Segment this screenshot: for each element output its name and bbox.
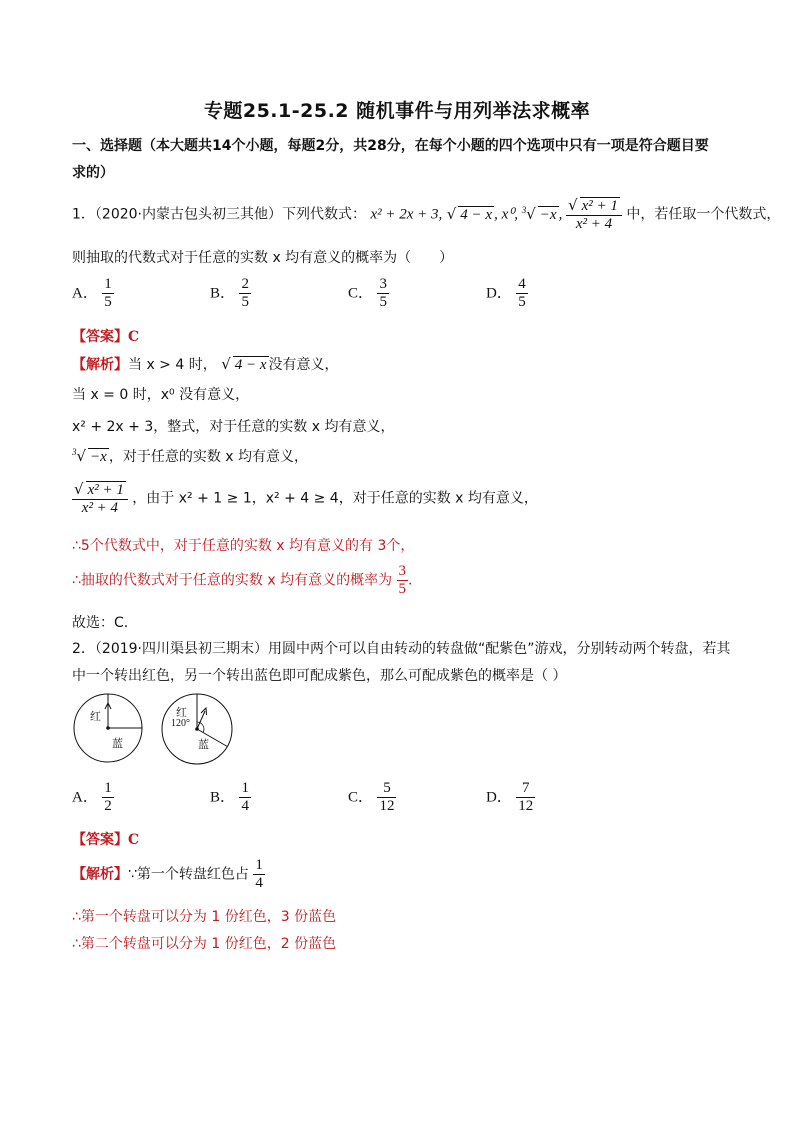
q1-stem-line1: 1．（2020·内蒙古包头初三其他）下列代数式： x² + 2x + 3, √ 4 − x , x⁰, $^3$√ −x , $\frac{\text{√ x² + 1}}{\text{x² + 4}}$ 中，若任取一个代数式， xyxy=(72,196,781,232)
spinner-2-blue-label: 蓝 xyxy=(198,738,209,751)
q2-analysis-line3: ∴第二个转盘可以分为 1 份红色，2 份蓝色 xyxy=(72,936,337,952)
q1-stem-line2: 则抽取的代数式对于任意的实数 x 均有意义的概率为（ ） xyxy=(72,250,454,266)
q1-expr1: x² + 2x + 3, xyxy=(370,206,443,223)
q1-analysis-line4: $^3$√ −x ，对于任意的实数 x 均有意义， xyxy=(72,447,309,465)
q1-option-b: B． $\frac{2}{5}$ xyxy=(210,276,249,310)
section-heading-line1: 一、选择题（本大题共14个小题，每题2分，共28分，在每个小题的四个选项中只有一项是符合题目要 xyxy=(72,138,709,154)
q2-analysis-line1: 【解析】∵第一个转盘红色占 $\frac{1}{4}$ xyxy=(72,857,263,891)
q1-answer: 【答案】C xyxy=(72,329,140,345)
q1-analysis-line8: 故选：C. xyxy=(72,615,129,631)
spinner-2-red-label: 红 xyxy=(176,706,187,719)
q1-analysis-line5: $\frac{\text{√ x² + 1}}{\text{x² + 4}}$ ，由于 x² + 1 ≥ 1，x² + 4 ≥ 4，对于任意的实数 x 均有意义， xyxy=(74,480,538,516)
q2-stem-line2: 中一个转出红色，另一个转出蓝色即可配成紫色，那么可配成紫色的概率是（ ） xyxy=(72,668,567,684)
q1-analysis-line3: x² + 2x + 3，整式，对于任意的实数 x 均有意义， xyxy=(72,419,395,435)
q1-stem-suffix: 中，若任取一个代数式， xyxy=(626,206,781,223)
q1-option-d: D． $\frac{4}{5}$ xyxy=(486,276,526,310)
spinner-1-diagram xyxy=(72,692,144,764)
q1-stem-prefix: 1．（2020·内蒙古包头初三其他）下列代数式： xyxy=(72,206,366,223)
q2-analysis-tag: 【解析】 xyxy=(72,866,128,883)
spinner-1-blue-label: 蓝 xyxy=(112,737,123,750)
q1-analysis-line2: 当 x = 0 时，x⁰ 没有意义， xyxy=(72,387,250,403)
spinner-2-angle-label: 120° xyxy=(171,718,190,729)
spinner-2 xyxy=(160,692,234,766)
q2-analysis-line2: ∴第一个转盘可以分为 1 份红色，3 份蓝色 xyxy=(72,909,337,925)
q2-stem-line1: 2．（2019·四川渠县初三期末）用圆中两个可以自由转动的转盘做“配紫色”游戏，分别转动两个转盘，若其 xyxy=(72,641,731,657)
q1-analysis-line6: ∴5个代数式中，对于任意的实数 x 均有意义的有 3个， xyxy=(72,538,415,554)
q1-analysis-line7: ∴抽取的代数式对于任意的实数 x 均有意义的概率为 $\frac{3}{5}$ . xyxy=(72,563,413,597)
spinner-1 xyxy=(72,692,144,764)
q1-expr4: $^3$√ −x xyxy=(521,204,557,223)
q1-expr3: , x⁰, xyxy=(494,206,522,223)
q1-analysis-line1: 【解析】当 x > 4 时， √ 4 − x 没有意义， xyxy=(72,355,339,373)
q2-option-a: A． $\frac{1}{2}$ xyxy=(72,780,112,814)
page-title: 专题25.1-25.2 随机事件与用列举法求概率 xyxy=(203,100,591,122)
q2-option-b: B． $\frac{1}{4}$ xyxy=(210,780,249,814)
q2-option-c: C． $\frac{5}{12}$ xyxy=(348,780,395,814)
q2-answer: 【答案】C xyxy=(72,832,140,848)
section-heading-line2: 求的） xyxy=(72,165,114,181)
q1-expr2: √ 4 − x xyxy=(446,204,493,223)
spinner-1-red-label: 红 xyxy=(90,710,101,723)
q1-expr5-fraction: $\frac{\text{√ x² + 1}}{\text{x² + 4}}$ xyxy=(566,196,622,233)
q2-option-d: D． $\frac{7}{12}$ xyxy=(486,780,534,814)
spinner-2-diagram xyxy=(160,692,234,766)
q1-option-a: A． $\frac{1}{5}$ xyxy=(72,276,112,310)
q1-option-c: C． $\frac{3}{5}$ xyxy=(348,276,387,310)
q1-analysis-tag: 【解析】 xyxy=(72,357,128,373)
